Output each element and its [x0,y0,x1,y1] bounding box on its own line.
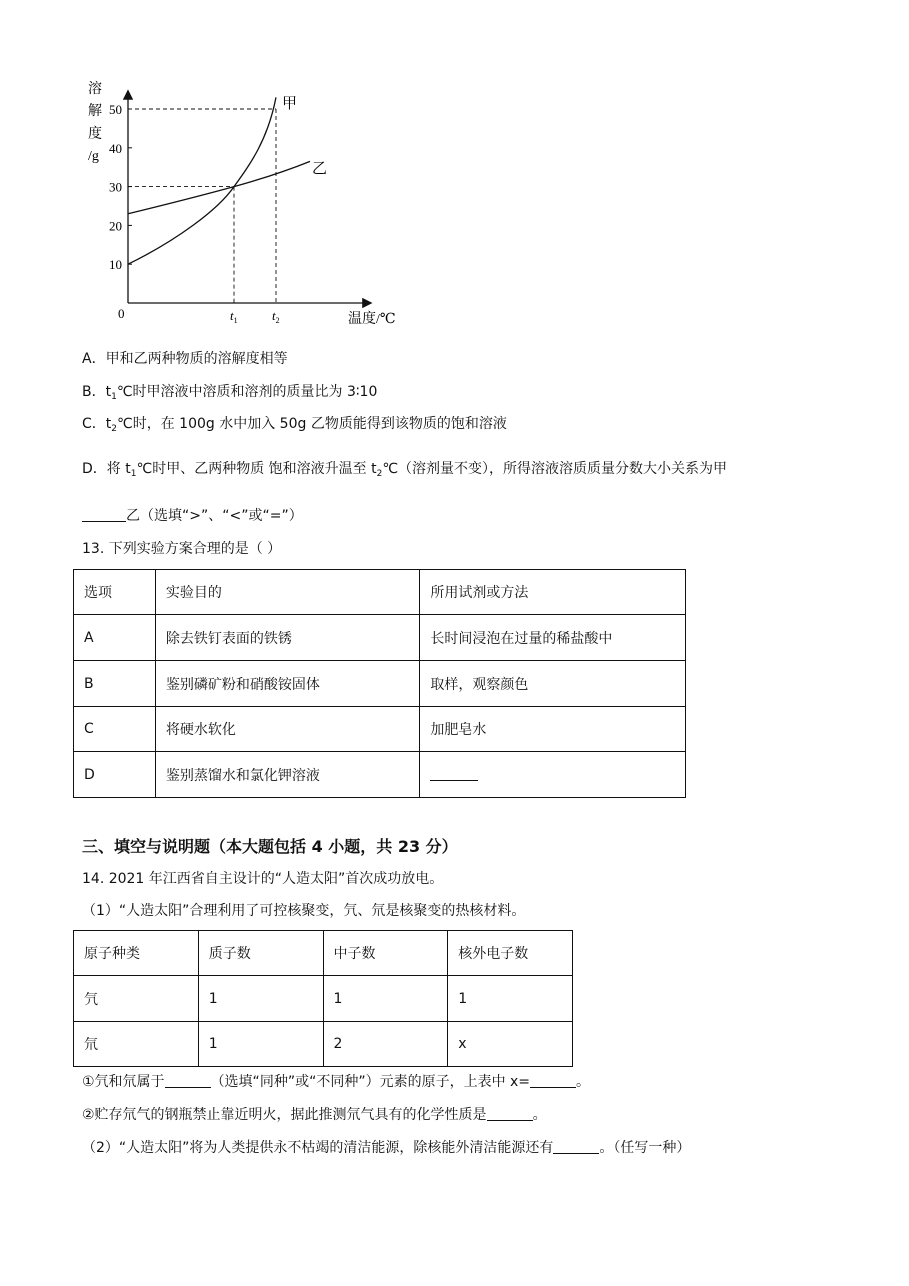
q14-sub2-text-b: 。 [532,1107,547,1123]
y-tick-label: 40 [109,140,122,156]
q12-option-b-pre: B．t [82,384,112,400]
x-tick-label: $t_2$ [272,308,280,325]
q13-cell: D [74,752,156,798]
q12-fill-line [82,505,303,525]
section-title: 三、填空与说明题（本大题包括 4 小题，共 23 分） [82,837,458,856]
table-row [74,707,686,752]
table-row [74,752,686,798]
y-tick-label: 50 [109,102,122,117]
x-axis-label: 温度/℃ [348,312,396,327]
q12-fill-text: 乙（选填“>”、“<”或“=”） [126,508,303,524]
q14-cell: 1 [198,1022,323,1067]
series-label-yi: 乙 [312,161,328,177]
q12-option-b-sub: 1 [111,392,117,402]
q13-cell: 鉴别磷矿粉和硝酸铵固体 [155,661,420,707]
y-axis-label: 溶 [88,82,102,97]
q14-cell: 1 [323,976,448,1022]
x-tick-label: $t_1$ [230,308,238,325]
q14-sub1-text-a: ①氕和氘属于 [82,1074,165,1090]
q14-blank-property[interactable] [487,1106,533,1121]
q14-header-cell: 中子数 [323,931,448,976]
q13-table [73,569,686,798]
q12-option-c-sub: 2 [111,424,117,434]
table-row [74,615,686,661]
y-tick-label: 10 [109,257,122,273]
q12-option-c-post: ℃时，在 100g 水中加入 50g 乙物质能得到该物质的饱和溶液 [117,416,507,432]
q13-stem: 13. 下列实验方案合理的是（ ） [82,541,282,557]
q12-option-b-post: ℃时甲溶液中溶质和溶剂的质量比为 3∶10 [116,384,378,400]
q13-cell: B [74,661,156,707]
q14-sub2 [82,1104,547,1124]
table-row [74,1022,573,1067]
q14-part2 [82,1137,690,1157]
chart-guides [128,109,276,303]
q14-table-header [74,931,573,976]
series-label-jia: 甲 [282,96,298,112]
q13-cell: A [74,615,156,661]
q14-cell: 氘 [74,1022,199,1067]
q13-cell: 鉴别蒸馏水和氯化钾溶液 [155,752,420,798]
chart-axes [128,92,370,303]
q14-cell: x [448,1022,573,1067]
q14-part2-text-b: 。（任写一种） [599,1140,691,1156]
q13-cell: 长时间浸泡在过量的稀盐酸中 [420,615,686,661]
q13-cell: 将硬水软化 [155,707,420,752]
q12-option-d-mid: ℃时甲、乙两种物质 饱和溶液升温至 t [136,461,377,477]
q13-cell [420,752,686,798]
y-axis-label: 解 [88,104,102,119]
q14-sub1 [82,1071,590,1091]
q14-part2-text-a: （2）“人造太阳”将为人类提供永不枯竭的清洁能源，除核能外清洁能源还有 [82,1140,554,1156]
table-row [74,976,573,1022]
q14-sub1-text-b: （选填“同种”或“不同种”）元素的原子，上表中 x= [210,1074,531,1090]
q14-table [73,930,573,1067]
q12-option-d-sub1: 1 [130,469,137,479]
q14-cell: 1 [198,976,323,1022]
q12-option-d-sub2: 2 [376,469,383,479]
y-tick-label: 20 [109,218,122,234]
q13-header-cell: 选项 [74,570,156,615]
y-tick-label: 30 [109,179,122,195]
q14-cell: 氕 [74,976,199,1022]
q14-blank-element[interactable] [165,1073,211,1088]
chart-curves [128,97,310,264]
q12-option-c [82,413,507,434]
q12-option-c-pre: C．t [82,416,112,432]
q14-header-cell: 质子数 [198,931,323,976]
q14-cell: 1 [448,976,573,1022]
q14-stem: 14. 2021 年江西省自主设计的“人造太阳”首次成功放电。 [82,871,444,887]
y-axis-label: /g [88,149,99,164]
q14-sub2-text-a: ②贮存氘气的钢瓶禁止靠近明火，据此推测氘气具有的化学性质是 [82,1107,487,1123]
q13-header-cell: 所用试剂或方法 [420,570,686,615]
q13-cell: 加肥皂水 [420,707,686,752]
chart-labels [88,80,396,327]
q14-blank-x[interactable] [530,1073,576,1088]
q13-answer-blank[interactable] [430,766,478,781]
origin-label: 0 [118,306,125,321]
solubility-chart [0,0,909,340]
q13-cell: C [74,707,156,752]
q14-blank-energy[interactable] [553,1139,599,1154]
y-axis-label: 度 [88,127,102,142]
q14-header-cell: 核外电子数 [448,931,573,976]
q12-option-d-post: ℃（溶剂量不变），所得溶液溶质质量分数大小关系为甲 [382,461,728,477]
q13-header-cell: 实验目的 [155,570,420,615]
q14-cell: 2 [323,1022,448,1067]
q13-cell: 取样，观察颜色 [420,661,686,707]
q13-cell: 除去铁钉表面的铁锈 [155,615,420,661]
q14-part1: （1）“人造太阳”合理利用了可控核聚变，氕、氘是核聚变的热核材料。 [82,903,526,919]
q12-option-d [82,458,727,479]
series-line-yi [128,161,310,213]
q12-option-d-pre: D．将 t [82,461,131,477]
q13-table-header [74,570,686,615]
q12-option-a: A．甲和乙两种物质的溶解度相等 [82,351,288,367]
q12-option-b [82,381,377,402]
q14-sub1-text-c: 。 [576,1074,591,1090]
q14-header-cell: 原子种类 [74,931,199,976]
table-row [74,661,686,707]
q12-answer-blank[interactable] [82,507,126,522]
